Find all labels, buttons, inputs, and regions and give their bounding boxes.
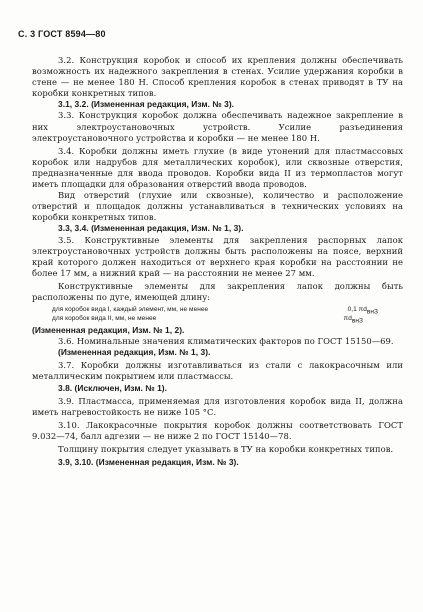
formula-1-sub: внЗ <box>366 308 378 316</box>
formula-2-sub: внЗ <box>351 317 363 325</box>
formula-1-text: для коробок вида I, каждый элемент, мм, не менее <box>52 306 209 314</box>
paragraph-3-2: 3.2. Конструкция коробок и способ их крепления должны обеспечивать возможность их надежного закрепления в стенах. Усилие удержания коробки в стене — не менее 180 Н. Способ крепления коробок в стенах приводят в ТУ на коробки конкретных типов. <box>32 55 403 99</box>
paragraph-holes: Вид отверстий (глухие или сквозные), количество и расположение отверстий и площадок должны устанавливаться в технических условиях на коробки конкретных типов. <box>32 190 403 223</box>
paragraph-arc: Конструктивные элементы для закрепления лапок должны быть расположены по дуге, имеющей длину: <box>32 280 403 302</box>
amendment-note-5: 3.9, 3.10. (Измененная редакция, Изм. № 3). <box>58 457 239 468</box>
document-body <box>32 55 403 468</box>
formula-2-value: πd <box>343 315 352 323</box>
amendment-note-4: (Измененная редакция, Изм. № 1, 3). <box>58 347 211 358</box>
paragraph-3-10: 3.10. Лакокрасочные покрытия коробок должны соответствовать ГОСТ 9.032—74, балл адгезии — не ниже 2 по ГОСТ 15140—78. <box>32 419 403 441</box>
amendment-note-1: 3.1, 3.2. (Измененная редакция, Изм. № 3). <box>58 99 235 110</box>
paragraph-thickness: Толщину покрытия следует указывать в ТУ на коробки конкретных типов. <box>58 444 394 454</box>
formula-type-2 <box>32 314 403 323</box>
formula-2-text: для коробок вида II, мм, не менее <box>52 315 157 323</box>
paragraph-3-4: 3.4. Коробки должны иметь глухие (в виде утонений для пластмассовых коробок или надрубов для металлических коробок), или сквозные отверстия, предназначенные для ввода проводов. Коробки вида II из термопластов могут иметь площадки для образования отверстий ввода проводов. <box>32 145 403 190</box>
paragraph-3-8: 3.8. (Исключен, Изм. № 1). <box>58 382 168 393</box>
paragraph-3-3: 3.3. Конструкция коробок должна обеспечивать надежное закрепление в них электроустановочных устройств. Усилие разъединения электроустановочного устройства и коробки — не менее 180 Н. <box>32 110 403 143</box>
formula-type-1 <box>32 305 403 314</box>
paragraph-3-9: 3.9. Пластмасса, применяемая для изготовления коробок вида II, должна иметь нагревостойкость не ниже 105 °С. <box>32 395 403 417</box>
page-header: С. 3 ГОСТ 8594—80 <box>18 29 106 39</box>
paragraph-3-5: 3.5. Конструктивные элементы для закрепления распорных лапок электроустановочных устройств должны быть расположены на поясе, верхний край которого должен находиться от верхнего края коробки на расстоянии не более 17 мм, а нижний край — на расстоянии не менее 27 мм. <box>32 234 403 278</box>
formula-1-value: 0,1 πd <box>347 306 367 314</box>
paragraph-3-7: 3.7. Коробки должны изготавливаться из стали с лакокрасочным или металлическим покрытием или пластмассы. <box>32 360 403 382</box>
amendment-note-3: (Измененная редакция, Изм. № 1, 2). <box>32 325 185 336</box>
amendment-note-2: 3.3, 3.4. (Измененная редакция, Изм. № 1, 3). <box>58 223 244 234</box>
paragraph-3-6: 3.6. Номинальные значения климатических факторов по ГОСТ 15150—69. <box>58 336 394 347</box>
